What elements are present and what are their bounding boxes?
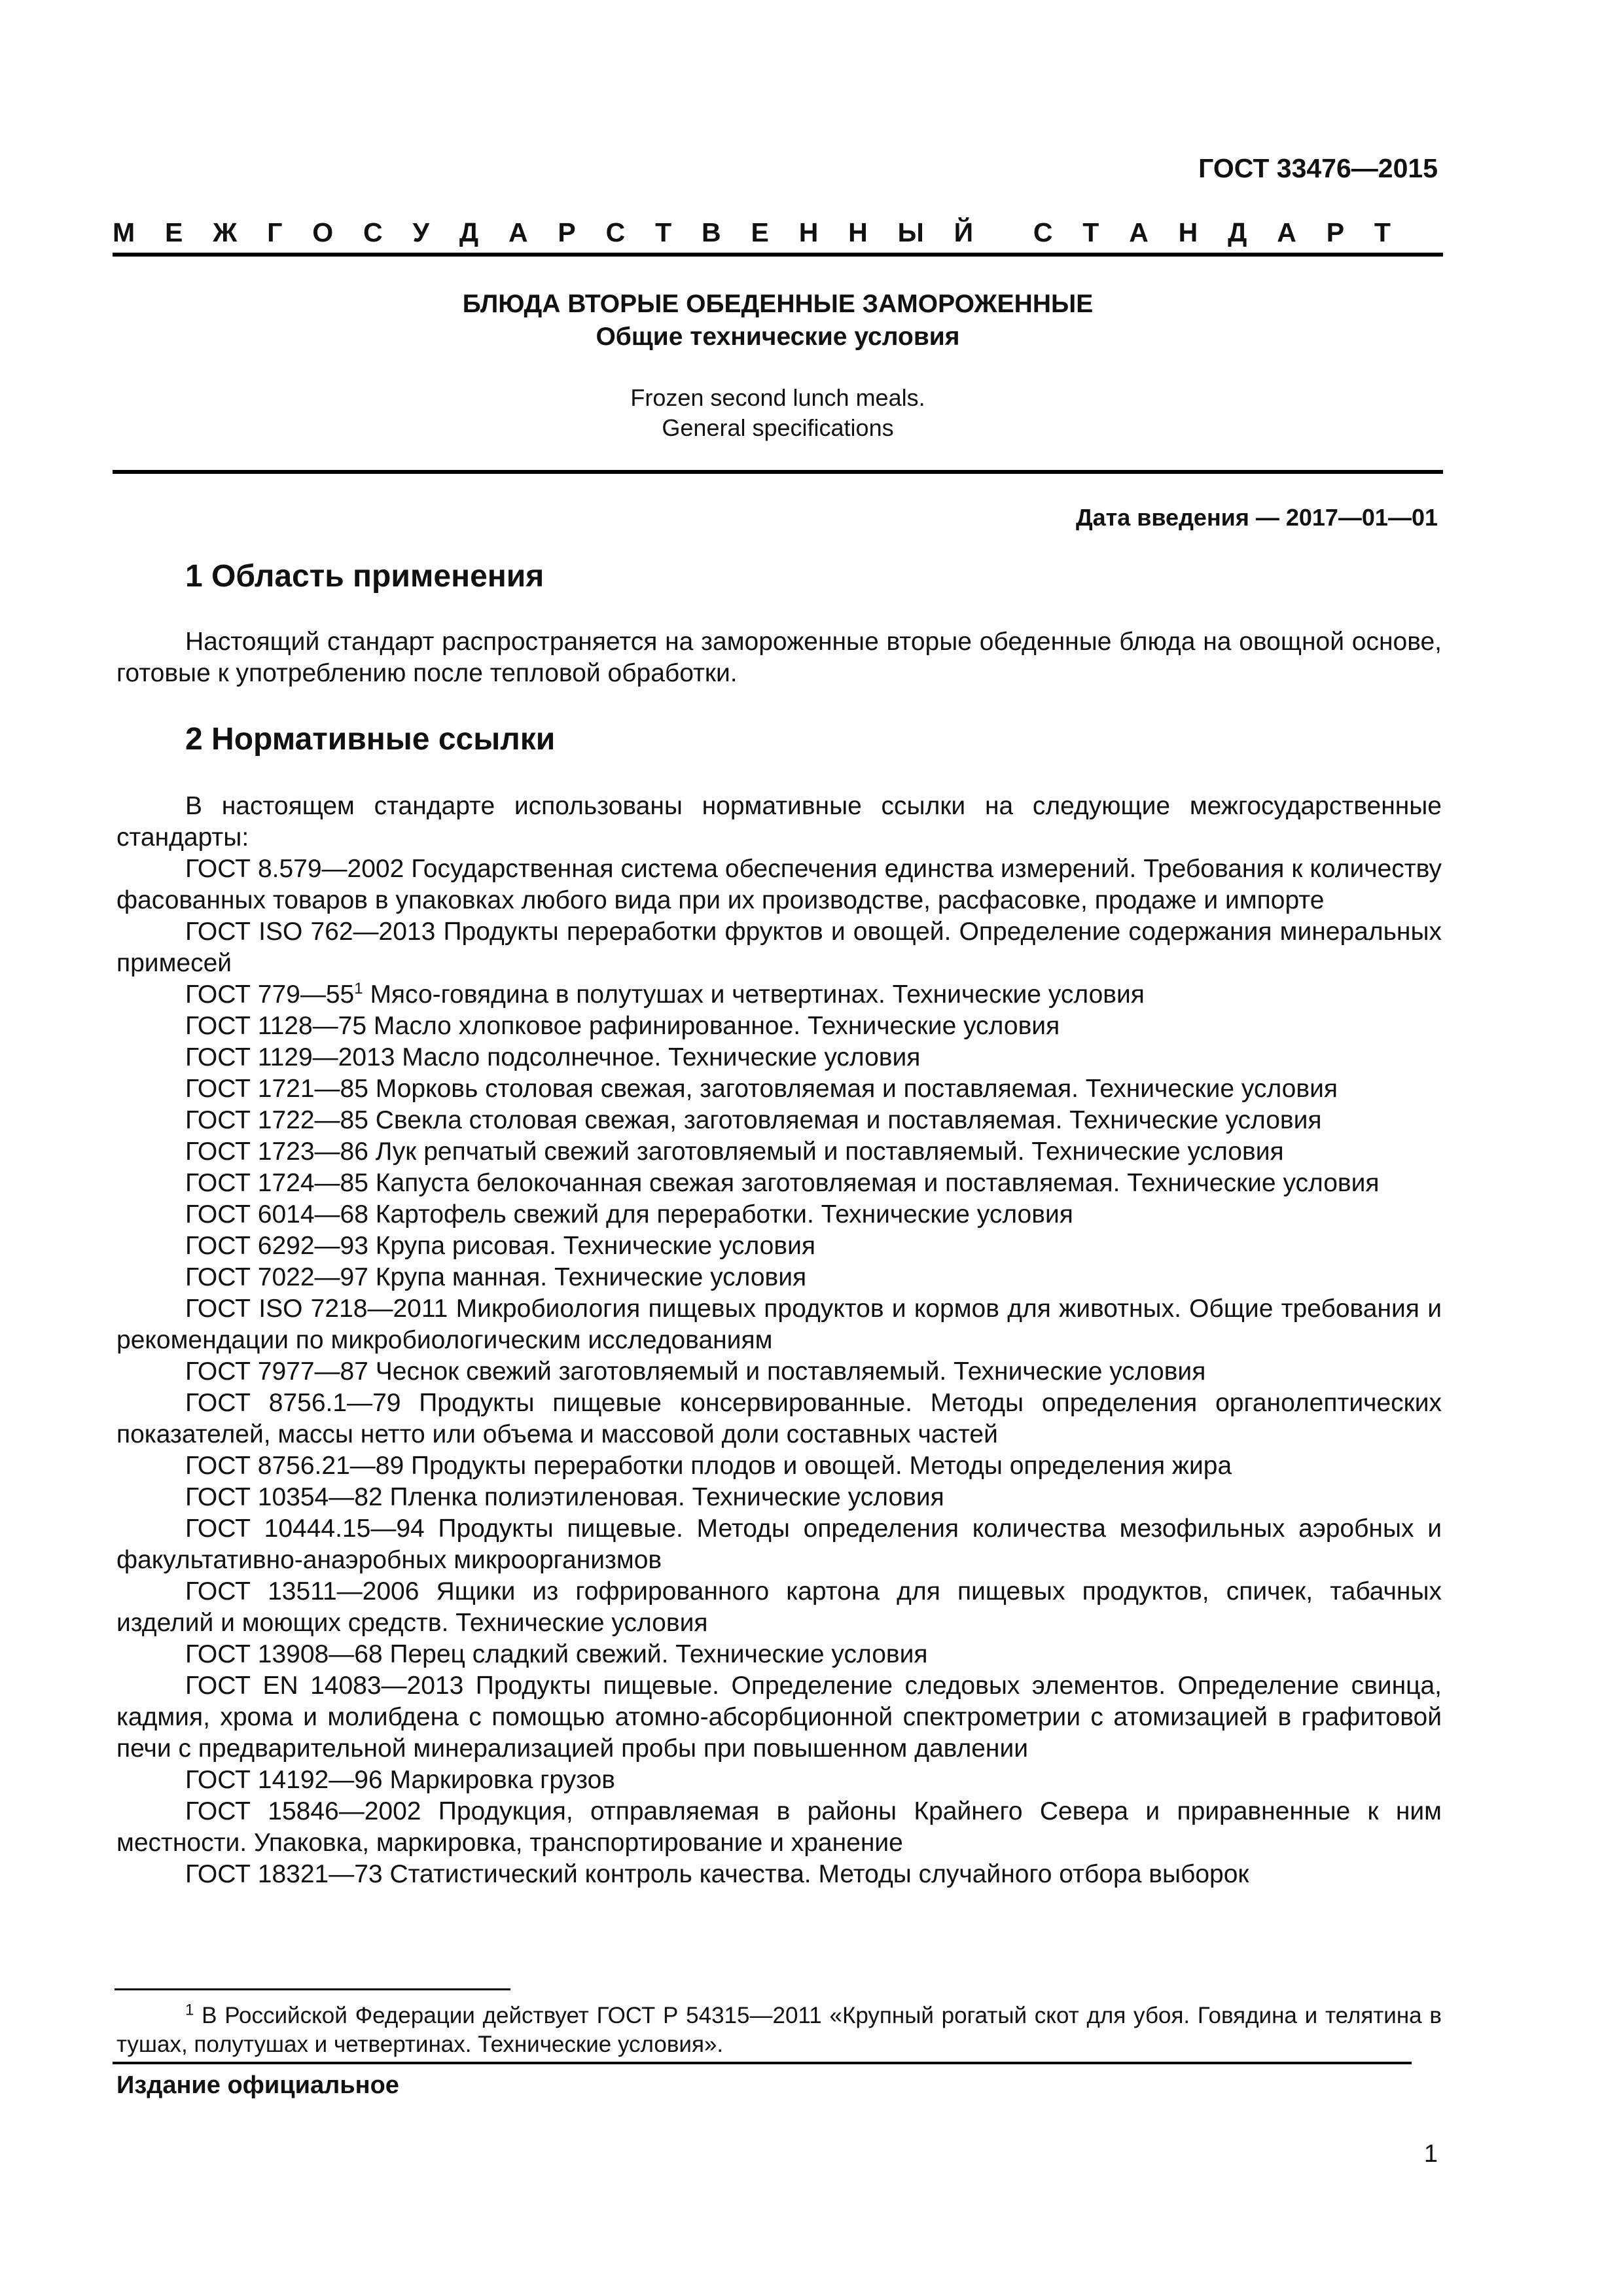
title-main: БЛЮДА ВТОРЫЕ ОБЕДЕННЫЕ ЗАМОРОЖЕННЫЕ	[462, 290, 1094, 318]
reference-item	[116, 1293, 1442, 1356]
section-2-heading: 2 Нормативные ссылки	[185, 722, 556, 757]
header-rule	[113, 253, 1443, 257]
banner-letter: С	[605, 217, 626, 247]
reference-item	[116, 916, 1442, 979]
footnote-reference-mark: 1	[354, 980, 363, 997]
normative-references	[116, 791, 1442, 1890]
banner-letter: Т	[1082, 217, 1099, 247]
reference-text: ГОСТ 10354—82 Пленка полиэтиленовая. Технические условия	[185, 1483, 944, 1511]
banner-letter: Р	[1326, 217, 1345, 247]
banner-letter: Р	[558, 217, 576, 247]
banner-letter: Ы	[897, 217, 924, 247]
banner-letter: Н	[1178, 217, 1198, 247]
banner-letter: А	[508, 217, 528, 247]
banner-letter: Е	[165, 217, 183, 247]
reference-item	[116, 1262, 1442, 1293]
banner-letter: У	[412, 217, 430, 247]
reference-text: ГОСТ 8756.21—89 Продукты переработки плодов и овощей. Методы определения жира	[185, 1452, 1232, 1480]
banner-letter: Г	[267, 217, 283, 247]
reference-text: ГОСТ 1128—75 Масло хлопковое рафинированное. Технические условия	[185, 1012, 1060, 1040]
title-russian	[113, 288, 1443, 353]
title-english	[113, 383, 1443, 443]
banner-letter: С	[363, 217, 383, 247]
reference-text: ГОСТ 8.579—2002 Государственная система обеспечения единства измерений. Требования к количеству фасованных товаров в упаковках любого вида при их производстве, расфасовке, продаже и импорте	[116, 855, 1442, 914]
reference-text: ГОСТ ISO 762—2013 Продукты переработки фруктов и овощей. Определение содержания минеральных примесей	[116, 918, 1442, 977]
reference-text-continued: Мясо-говядина в полутушах и четвертинах. Технические условия	[363, 980, 1145, 1009]
standard-type-banner	[113, 216, 1391, 249]
reference-item	[116, 1199, 1442, 1230]
reference-text: ГОСТ 7022—97 Крупа манная. Технические условия	[185, 1263, 807, 1291]
reference-text: ГОСТ 6292—93 Крупа рисовая. Технические условия	[185, 1232, 815, 1260]
banner-letter: А	[1129, 217, 1149, 247]
reference-item	[116, 1859, 1442, 1890]
reference-text: ГОСТ 7977—87 Чеснок свежий заготовляемый и поставляемый. Технические условия	[185, 1357, 1206, 1386]
title-rule	[113, 470, 1443, 474]
reference-text: ГОСТ 1721—85 Морковь столовая свежая, заготовляемая и поставляемая. Технические условия	[185, 1075, 1338, 1103]
reference-item	[116, 1356, 1442, 1388]
reference-item	[116, 1639, 1442, 1670]
reference-text: ГОСТ 1722—85 Свекла столовая свежая, заготовляемая и поставляемая. Технические условия	[185, 1106, 1322, 1134]
reference-item	[116, 1230, 1442, 1262]
section-1-heading: 1 Область применения	[185, 559, 544, 594]
reference-item	[116, 1796, 1442, 1859]
references-intro: В настоящем стандарте использованы нормативные ссылки на следующие межгосударственные стандарты:	[116, 792, 1442, 852]
section-1-text: Настоящий стандарт распространяется на замороженные вторые обеденные блюда на овощной основе, готовые к употреблению после тепловой обработки.	[116, 628, 1442, 687]
banner-letter: Д	[459, 217, 479, 247]
title-en-subtitle: General specifications	[662, 414, 894, 441]
reference-text: ГОСТ 8756.1—79 Продукты пищевые консервированные. Методы определения органолептических показателей, массы нетто или объема и массовой доли составных частей	[116, 1389, 1442, 1448]
reference-text: ГОСТ ISO 7218—2011 Микробиология пищевых продуктов и кормов для животных. Общие требования и рекомендации по микробиологическим исследованиям	[116, 1295, 1442, 1354]
reference-item	[116, 1576, 1442, 1639]
reference-item	[116, 1513, 1442, 1576]
footnote-mark: 1	[185, 2001, 194, 2019]
document-code: ГОСТ 33476—2015	[1198, 153, 1438, 183]
banner-letter: С	[1033, 217, 1053, 247]
reference-item	[116, 1011, 1442, 1042]
banner-letter: О	[312, 217, 334, 247]
reference-item	[116, 1765, 1442, 1796]
reference-text: ГОСТ 13511—2006 Ящики из гофрированного картона для пищевых продуктов, спичек, табачных изделий и моющих средств. Технические условия	[116, 1577, 1442, 1637]
reference-text: ГОСТ 779—55	[185, 980, 355, 1009]
reference-item	[116, 1105, 1442, 1136]
reference-item	[116, 979, 1442, 1011]
banner-letter: Ж	[213, 217, 238, 247]
reference-item	[116, 1073, 1442, 1105]
reference-item	[116, 1168, 1442, 1199]
footer-rule	[113, 2062, 1412, 2064]
banner-letter: Т	[655, 217, 672, 247]
reference-text: ГОСТ 14192—96 Маркировка грузов	[185, 1766, 615, 1794]
reference-text: ГОСТ EN 14083—2013 Продукты пищевые. Определение следовых элементов. Определение свинца, кадмия, хрома и молибдена с помощью атомно-абсорбционной спектрометрии с атомизацией в графитовой печи с предварительной минерализацией пробы при повышенном давлении	[116, 1672, 1442, 1763]
introduction-date: Дата введения — 2017—01—01	[1075, 504, 1438, 531]
reference-item	[116, 1136, 1442, 1168]
reference-text: ГОСТ 13908—68 Перец сладкий свежий. Технические условия	[185, 1640, 928, 1668]
title-subtitle: Общие технические условия	[596, 323, 960, 351]
reference-item	[116, 1042, 1442, 1073]
title-en-main: Frozen second lunch meals.	[630, 384, 925, 411]
reference-text: ГОСТ 18321—73 Статистический контроль качества. Методы случайного отбора выборок	[185, 1860, 1249, 1888]
banner-letter: Е	[751, 217, 769, 247]
banner-letter: Н	[848, 217, 868, 247]
banner-letter: Й	[954, 217, 974, 247]
reference-text: ГОСТ 1724—85 Капуста белокочанная свежая заготовляемая и поставляемая. Технические условия	[185, 1169, 1380, 1197]
reference-text: ГОСТ 6014—68 Картофель свежий для переработки. Технические условия	[185, 1200, 1073, 1229]
footnote	[116, 2001, 1442, 2059]
reference-item	[116, 1482, 1442, 1513]
page-number: 1	[1423, 2140, 1438, 2168]
banner-letter: Н	[798, 217, 819, 247]
reference-item	[116, 853, 1442, 916]
reference-text: ГОСТ 1129—2013 Масло подсолнечное. Технические условия	[185, 1043, 921, 1071]
banner-letter: В	[702, 217, 721, 247]
reference-text: ГОСТ 15846—2002 Продукция, отправляемая в районы Крайнего Севера и приравненные к ним местности. Упаковка, маркировка, транспортирование и хранение	[116, 1797, 1442, 1857]
reference-item	[116, 1450, 1442, 1482]
reference-item	[116, 1670, 1442, 1765]
banner-letter: М	[113, 217, 135, 247]
footnote-text: В Российской Федерации действует ГОСТ Р 54315—2011 «Крупный рогатый скот для убоя. Говядина и телятина в тушах, полутушах и четвертинах. Технические условия».	[116, 2003, 1442, 2057]
reference-item	[116, 1388, 1442, 1450]
reference-text: ГОСТ 1723—86 Лук репчатый свежий заготовляемый и поставляемый. Технические условия	[185, 1138, 1284, 1166]
reference-text: ГОСТ 10444.15—94 Продукты пищевые. Методы определения количества мезофильных аэробных и факультативно-анаэробных микроорганизмов	[116, 1515, 1442, 1574]
banner-letter: Д	[1228, 217, 1247, 247]
footnote-rule	[115, 1988, 510, 1990]
official-edition-label: Издание официальное	[116, 2072, 399, 2099]
banner-letter: А	[1277, 217, 1296, 247]
banner-letter: Т	[1374, 217, 1391, 247]
